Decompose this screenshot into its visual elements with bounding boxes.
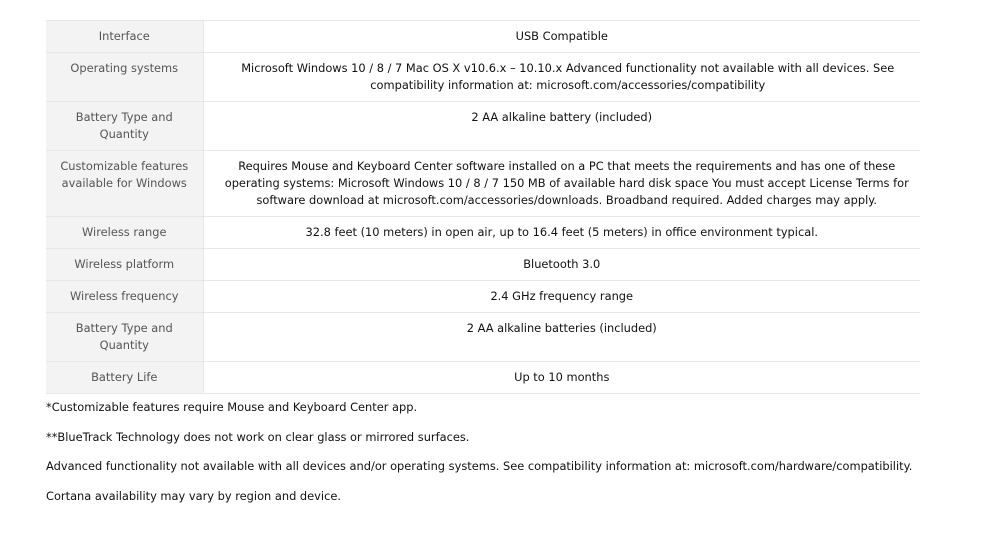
spec-value: 32.8 feet (10 meters) in open air, up to 16.4 feet (5 meters) in office environment typical. — [305, 225, 818, 239]
footnotes — [46, 399, 946, 517]
footnote: Cortana availability may vary by region and device. — [46, 488, 341, 503]
spec-row-battery-type-2 — [46, 313, 920, 362]
spec-label: Battery Type and Quantity — [46, 102, 203, 151]
spec-label: Wireless platform — [46, 249, 203, 281]
spec-row-operating-systems — [46, 53, 920, 102]
footnote: *Customizable features require Mouse and Keyboard Center app. — [46, 400, 418, 414]
spec-value: 2.4 GHz frequency range — [490, 289, 634, 303]
spec-row-wireless-range — [46, 217, 920, 249]
spec-value: Up to 10 months — [514, 370, 610, 384]
spec-label: Battery Life — [46, 362, 203, 394]
spec-row-wireless-platform — [46, 249, 920, 281]
spec-label: Wireless frequency — [46, 281, 203, 313]
spec-label: Interface — [46, 21, 203, 53]
spec-value: 2 AA alkaline batteries (included) — [466, 321, 657, 335]
footnote: **BlueTrack Technology does not work on clear glass or mirrored surfaces. — [46, 429, 470, 444]
spec-label: Operating systems — [46, 53, 203, 102]
spec-row-customizable-features — [46, 151, 920, 217]
spec-value: Microsoft Windows 10 / 8 / 7 Mac OS X v10.6.x – 10.10.x Advanced functionality not available with all devices. See compatibility information at: microsoft.com/accessories/compatibility — [241, 61, 895, 92]
spec-label: Battery Type and Quantity — [46, 313, 203, 362]
spec-row-wireless-frequency — [46, 281, 920, 313]
footnote: Advanced functionality not available with all devices and/or operating systems. See compatibility information at: microsoft.com/hardware/compatibility. — [46, 459, 913, 474]
spec-row-battery-life — [46, 362, 920, 394]
spec-row-interface — [46, 21, 920, 53]
spec-row-battery-type — [46, 102, 920, 151]
spec-value: Requires Mouse and Keyboard Center software installed on a PC that meets the requirements and has one of these operating systems: Microsoft Windows 10 / 8 / 7 150 MB of available hard disk space You must accept License Terms for software download at microsoft.com/accessories/downloads. Broadband required. Added charges may apply. — [224, 159, 909, 207]
spec-value: Bluetooth 3.0 — [523, 257, 601, 271]
spec-label: Wireless range — [46, 217, 203, 249]
spec-value: 2 AA alkaline battery (included) — [471, 110, 653, 124]
spec-label: Customizable features available for Windows — [46, 151, 203, 217]
spec-table — [46, 20, 920, 394]
spec-value: USB Compatible — [515, 29, 608, 43]
